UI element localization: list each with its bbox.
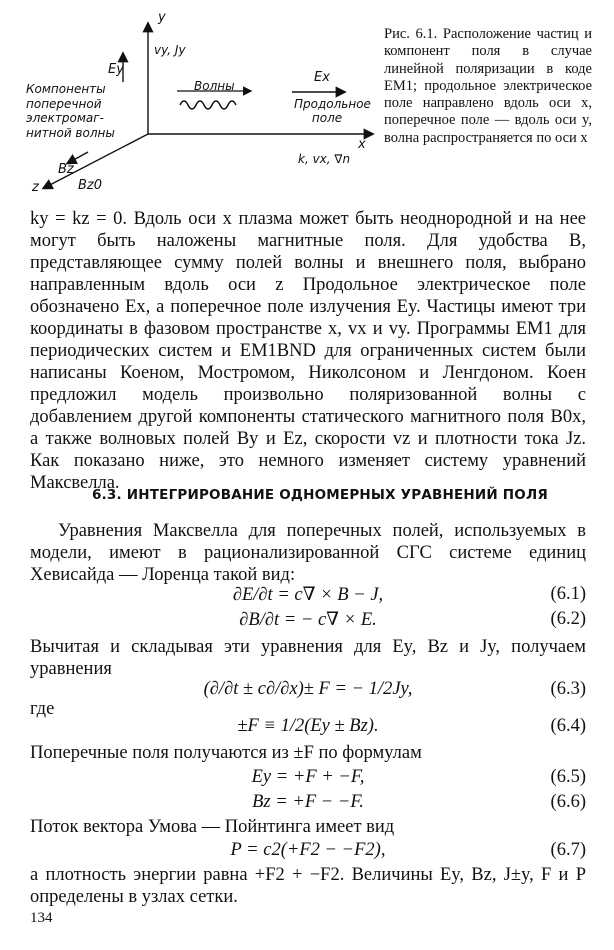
ey-label: Ey	[108, 62, 124, 77]
bz0-label: Bz0	[78, 178, 103, 193]
equation-number: (6.6)	[550, 792, 586, 812]
equation-number: (6.4)	[550, 716, 586, 736]
equation-number: (6.3)	[550, 679, 586, 699]
paragraph-energy-density: а плотность энергии равна +F2 + −F2. Величины Ey, Bz, J±y, F и P определены в узлах сетки.	[30, 865, 586, 907]
equation-number: (6.7)	[550, 840, 586, 860]
equation-formula: Bz = +F − −F.	[252, 792, 364, 812]
where-label: где	[30, 699, 55, 719]
paragraph-transverse-fields: Поперечные поля получаются из ±F по формулам	[30, 743, 422, 763]
equation-number: (6.2)	[550, 609, 586, 629]
equation-6-6	[30, 792, 586, 816]
equation-number: (6.1)	[550, 584, 586, 604]
longitudinal-field-label: Продольное поле	[294, 97, 371, 125]
figure-caption: Рис. 6.1. Расположение частиц и компонент поля в случае линейной поляризации в коде EM1; продольное электрическое поле направлено вдоль оси x, поперечное поле — вдоль оси y, волна распространяется по оси x	[384, 26, 592, 146]
equation-6-2	[30, 609, 586, 633]
figure-6-1	[22, 12, 377, 202]
equation-formula: ∂E/∂t = c∇ × B − J,	[232, 585, 384, 605]
section-title: 6.3. ИНТЕГРИРОВАНИЕ ОДНОМЕРНЫХ УРАВНЕНИЙ ПОЛЯ	[92, 487, 548, 503]
z-axis-label: z	[32, 180, 39, 195]
equation-6-7	[30, 840, 586, 864]
equation-formula: P = c2(+F2 − −F2),	[230, 840, 386, 860]
equation-formula: ∂B/∂t = − c∇ × E.	[239, 610, 377, 630]
paragraph-poynting: Поток вектора Умова — Пойнтинга имеет вид	[30, 817, 395, 837]
y-axis-label: y	[158, 10, 166, 25]
bz-label: Bz	[58, 162, 74, 177]
page-number: 134	[30, 910, 53, 926]
components-label: Компоненты поперечной электромаг- нитной волны	[26, 82, 115, 140]
paragraph-maxwell-intro: Уравнения Максвелла для поперечных полей, используемых в модели, имеют в рационализированной СГС системе единиц Хевисайда — Лоренца такой вид:	[30, 521, 586, 585]
wave-squiggle	[180, 101, 236, 109]
x-axis-label: x	[358, 137, 366, 152]
k-vx-label: k, vx, ∇n	[298, 152, 351, 166]
waves-label: Волны	[194, 79, 235, 93]
paragraph-subtract-add: Вычитая и складывая эти уравнения для Ey, Bz и Jy, получаем уравнения	[30, 637, 586, 679]
equation-formula: Ey = +F + −F,	[251, 767, 365, 787]
equation-6-1	[30, 584, 586, 608]
equation-6-5	[30, 767, 586, 791]
equation-formula: (∂/∂t ± c∂/∂x)± F = − 1/2Jy,	[203, 679, 413, 699]
ex-label: Ex	[314, 70, 330, 85]
paragraph-plasma: ky = kz = 0. Вдоль оси x плазма может быть неоднородной и на нее могут быть наложены магнитные поля. Для удобства B, представляющее сумму полей волны и внешнего поля, выбрано направленным вдоль оси z Продольное электрическое поле обозначено Ex, а поперечное поле излучения Ey. Частицы имеют три координаты в фазовом пространстве x, vx и vy. Программы EM1 для периодических систем и EM1BND для ограниченных систем были написаны Коеном, Мостромом, Николсоном и Ленгдоном. Коен предложил модель произвольно поляризованной волны с добавлением другой компоненты статического магнитного поля B0x, а также волновых полей By и Ez, скорости vz и плотности тока Jz. Как показано ниже, это немного изменяет систему уравнений Максвелла.	[30, 209, 586, 493]
equation-formula: ±F ≡ 1/2(Ey ± Bz).	[237, 716, 379, 736]
vy-jy-label: vy, Jy	[154, 43, 186, 57]
equation-number: (6.5)	[550, 767, 586, 787]
equation-6-4	[30, 716, 586, 740]
